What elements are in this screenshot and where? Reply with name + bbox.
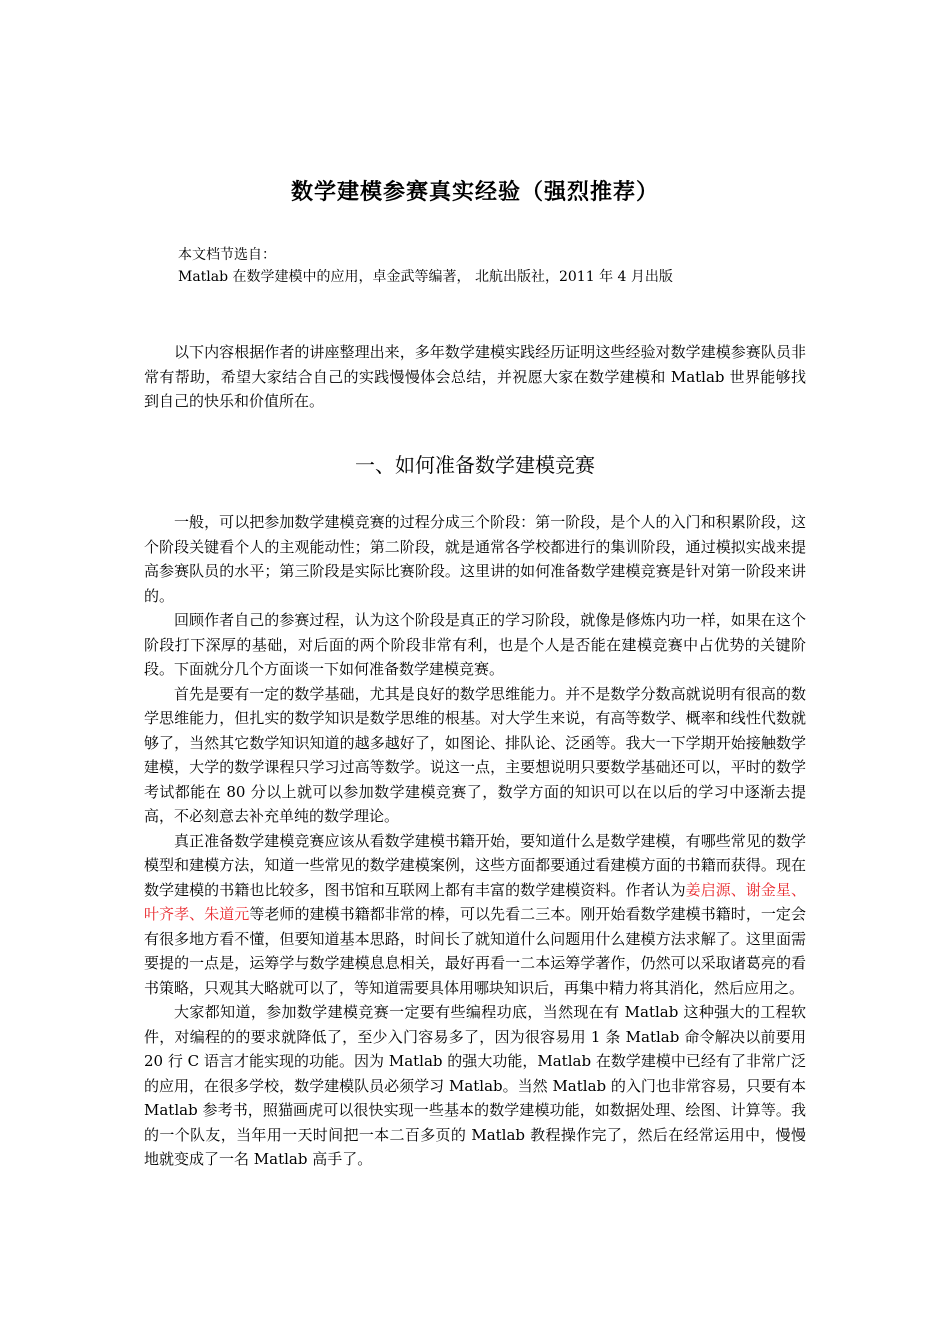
document-title: 数学建模参赛真实经验（强烈推荐）: [290, 180, 659, 205]
paragraph-review: 回顾作者自己的参赛过程，认为这个阶段是真正的学习阶段，就像是修炼内功一样，如果在这个阶段打下深厚的基础，对后面的两个阶段非常有利，也是个人是否能在建模竞赛中占优势的关键阶段。下面就分几个方面谈一下如何准备数学建模竞赛。: [144, 611, 806, 678]
paragraph-books-text-after: 等老师的建模书籍都非常的棒，可以先看二三本。刚开始看数学建模书籍时，一定会有很多地方看不懂，但要知道基本思路，时间长了就知道什么问题用什么建模方法求解了。这里面需要提的一点是，运筹学与数学建模息息相关，最好再看一二本运筹学著作，仍然可以采取诸葛亮的看书策略，只观其大略就可以了，等知道需要具体用哪块知识后，再集中精力将其消化，然后应用之。: [144, 905, 806, 997]
paragraph-books-text-before: 真正准备数学建模竞赛应该从看数学建模书籍开始，要知道什么是数学建模，有哪些常见的数学模型和建模方法，知道一些常见的数学建模案例，这些方面都要通过看建模方面的书籍而获得。现在数学建模的书籍也比较多，图书馆和互联网上都有丰富的数学建模资料。作者认为: [144, 831, 806, 899]
recommended-authors-highlight: 姜启源、谢金星、叶齐孝、朱道元: [144, 880, 806, 923]
paragraph-math-foundation: 首先是要有一定的数学基础，尤其是良好的数学思维能力。并不是数学分数高就说明有很高的数学思维能力，但扎实的数学知识是数学思维的根基。对大学生来说，有高等数学、概率和线性代数就够了，当然其它数学知识知道的越多越好了，如图论、排队论、泛函等。我大一下学期开始接触数学建模，大学的数学课程只学习过高等数学。说这一点，主要想说明只要数学基础还可以，平时的数学考试都能在 80 分以上就可以参加数学建模竞赛了，数学方面的知识可以在以后的学习中逐渐去提高，不必刻意去补充单纯的数学理论。: [144, 684, 806, 825]
main-body: [144, 510, 806, 1172]
paragraph-matlab: 大家都知道，参加数学建模竞赛一定要有些编程功底，当然现在有 Matlab 这种强大的工程软件，对编程的的要求就降低了，至少入门容易多了，因为很容易用 1 条 Matlab 命令解决以前要用 20 行 C 语言才能实现的功能。因为 Matlab 的强大功能，Matlab 在数学建模中已经有了非常广泛的应用，在很多学校，数学建模队员必须学习 Matlab。当然 Matlab 的入门也非常容易，只要有本 Matlab 参考书，照猫画虎可以很快实现一些基本的数学建模功能，如数据处理、绘图、计算等。我的一个队友，当年用一天时间把一本二百多页的 Matlab 教程操作完了，然后在经常运用中，慢慢地就变成了一名 Matlab 高手了。: [144, 1003, 806, 1168]
intro-paragraph: 以下内容根据作者的讲座整理出来，多年数学建模实践经历证明这些经验对数学建模参赛队员非常有帮助，希望大家结合自己的实践慢慢体会总结，并祝愿大家在数学建模和 Matlab 世界能够找到自己的快乐和价值所在。: [144, 343, 806, 410]
paragraph-books: [144, 829, 806, 1001]
source-label: 本文档节选自：: [178, 247, 276, 263]
source-reference: Matlab 在数学建模中的应用，卓金武等编著， 北航出版社，2011 年 4 月出版: [178, 269, 673, 285]
section-heading: 一、如何准备数学建模竞赛: [355, 453, 595, 477]
intro-section: [144, 340, 806, 414]
paragraph-stages: 一般，可以把参加数学建模竞赛的过程分成三个阶段：第一阶段，是个人的入门和积累阶段，这个阶段关键看个人的主观能动性；第二阶段，就是通常各学校都进行的集训阶段，通过模拟实战来提高参赛队员的水平；第三阶段是实际比赛阶段。这里讲的如何准备数学建模竞赛是针对第一阶段来讲的。: [144, 513, 806, 605]
